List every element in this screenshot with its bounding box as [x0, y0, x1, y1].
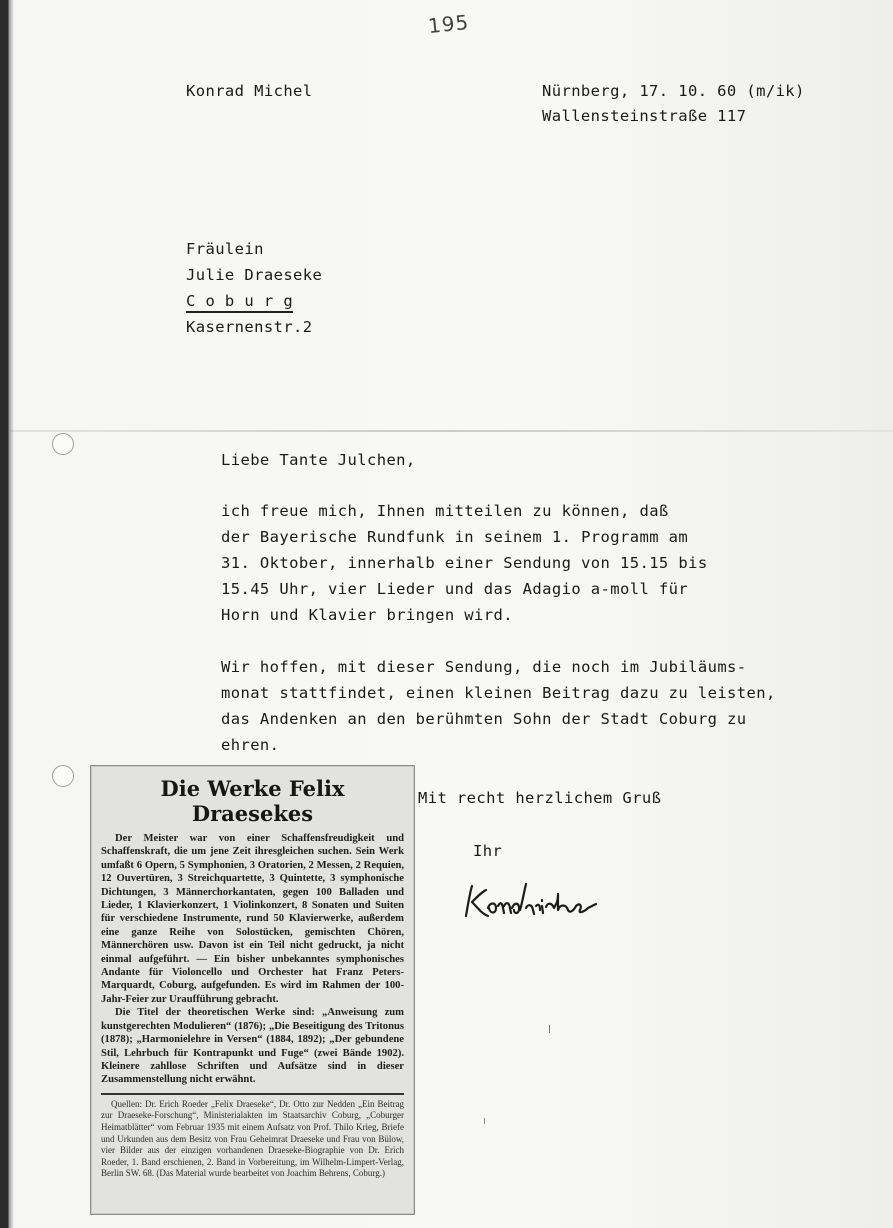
- letter-line: Horn und Klavier bringen wird.: [221, 606, 513, 624]
- clipping-paragraph: Der Meister war von einer Schaffensfreudigkeit und Schaffenskraft, die um jene Zeit ihresgleichen suchen. Sein Werk umfaßt 6 Opern, 5 Symphonien, 3 Oratorien, 2 Messen, 2 Requien, 12 Ouvertüren, 3 Streichquartette, 3 Quintette, 3 symphonische Dichtungen, 3 Männerchorkantaten, gegen 100 Balladen und Lieder, 1 Klavierkonzert, 1 Violinkonzert, 8 Sonaten und Suiten für verschiedene Instrumente, rund 50 Klavierwerke, außerdem eine ganze Reihe von Solostücken, gemischten Chören, Männerchören usw. Davon ist ein Teil nicht gedruckt, ja nicht einmal aufgeführt. — Ein bisher unbekanntes symphonisches Andante für Violoncello und Orchester hat Franz Peters-Marquardt, Coburg, aufgefunden. Es wird im Rahmen der 100-Jahr-Feier zur Uraufführung gebracht.: [101, 833, 404, 1005]
- clipping-sources: Quellen: Dr. Erich Roeder „Felix Draeseke“, Dr. Otto zur Nedden „Ein Beitrag zur Draeseke-Forschung“, Ministerialakten im Staatsarchiv Coburg, „Coburger Heimatblätter“ vom Februar 1935 mit einem Aufsatz von Prof. Thilo Krieg, Briefe und Urkunden aus dem Besitz von Frau Geheimrat Draeseke und Frau von Bülow, vier Bilder aus der einzigen vorhandenen Draeseke-Biographie von Dr. Erich Roeder, 1. Band erschienen, 2. Band in Vorbereitung, im Wilhelm-Limpert-Verlag, Berlin SW. 68. (Das Material wurde bearbeitet von Joachim Behrens, Coburg.): [101, 1098, 404, 1179]
- letter-line: monat stattfindet, einen kleinen Beitrag dazu zu leisten,: [221, 684, 776, 702]
- handwritten-page-number: 195: [426, 9, 471, 39]
- punch-hole-icon: [52, 765, 74, 787]
- clipping-divider: [101, 1093, 404, 1095]
- letter-line: der Bayerische Rundfunk in seinem 1. Programm am: [221, 528, 689, 546]
- sender-street: Wallensteinstraße 117: [542, 107, 747, 125]
- recipient-salutation: Fräulein: [186, 240, 264, 258]
- clipping-title: Die Werke Felix Draesekes: [160, 776, 345, 826]
- letter-line: das Andenken an den berühmten Sohn der Stadt Coburg zu: [221, 710, 747, 728]
- recipient-city: C o b u r g: [186, 292, 293, 310]
- recipient-name: Julie Draeseke: [186, 266, 323, 284]
- paper-mark: [484, 1118, 485, 1124]
- letter-line: 31. Oktober, innerhalb einer Sendung von 15.15 bis: [221, 554, 708, 572]
- letter-line: ehren.: [221, 736, 280, 754]
- handwritten-signature: [462, 880, 612, 924]
- punch-hole-icon: [52, 433, 74, 455]
- letter-greeting: Liebe Tante Julchen,: [221, 451, 416, 469]
- place-date: Nürnberg, 17. 10. 60 (m/ik): [542, 82, 805, 100]
- sender-name: Konrad Michel: [186, 82, 313, 100]
- letter-line: Wir hoffen, mit dieser Sendung, die noch im Jubiläums-: [221, 658, 747, 676]
- recipient-street: Kasernenstr.2: [186, 318, 313, 336]
- newspaper-clipping: [90, 765, 415, 1215]
- paper-fold-line: [10, 430, 893, 432]
- clipping-paragraph: Die Titel der theoretischen Werke sind: „Anweisung zum kunstgerechten Modulieren“ (1876); „Die Beseitigung des Tritonus (1878); „Harmonielehre in Versen“ (1884, 1892); „Der gebundene Stil, Lehrbuch für Kontrapunkt und Fuge“ (zwei Bände 1902). Kleinere zahllose Schriften und Aufsätze sind in dieser Zusammenstellung nicht erwähnt.: [101, 1007, 404, 1086]
- letter-closing: Mit recht herzlichem Gruß: [418, 789, 662, 807]
- letter-line: 15.45 Uhr, vier Lieder und das Adagio a-moll für: [221, 580, 689, 598]
- letter-line: ich freue mich, Ihnen mitteilen zu können, daß: [221, 502, 669, 520]
- letter-signoff: Ihr: [473, 842, 503, 860]
- paper-mark: [549, 1025, 550, 1033]
